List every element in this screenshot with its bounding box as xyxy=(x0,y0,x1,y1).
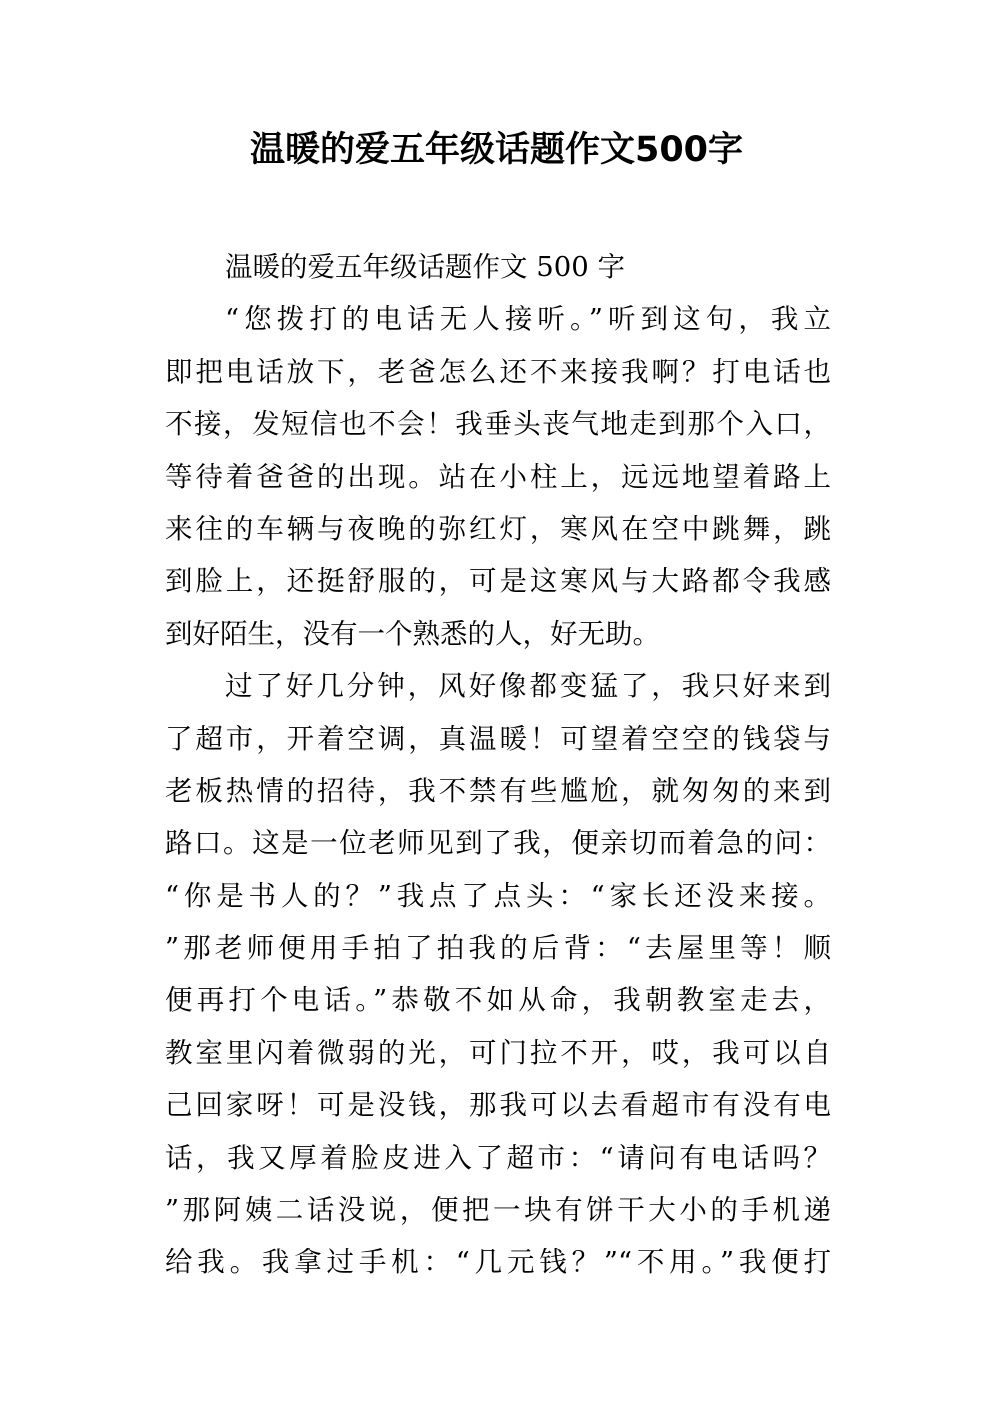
paragraph-line: 己回家呀！可是没钱，那我可以去看超市有没有电 xyxy=(165,1089,831,1122)
paragraph-line: 不接，发短信也不会！我垂头丧气地走到那个入口， xyxy=(165,408,831,441)
paragraph-line: 话，我又厚着脸皮进入了超市：“请问有电话吗？ xyxy=(165,1141,831,1174)
paragraph-line: 便再打个电话。”恭敬不如从命，我朝教室走去， xyxy=(165,984,831,1017)
paragraph-first-line: “您拨打的电话无人接听。”听到这句，我立 xyxy=(225,303,831,336)
paragraph-line: 来往的车辆与夜晚的弥红灯，寒风在空中跳舞，跳 xyxy=(165,512,831,545)
paragraph-line: 到脸上，还挺舒服的，可是这寒风与大路都令我感 xyxy=(165,565,831,598)
paragraph-line: 即把电话放下，老爸怎么还不来接我啊？打电话也 xyxy=(165,355,831,388)
paragraph-line: 到好陌生，没有一个熟悉的人，好无助。 xyxy=(165,617,660,650)
document-title: 温暖的爱五年级话题作文500字 xyxy=(249,130,744,170)
paragraph-line: ”那阿姨二话没说，便把一块有饼干大小的手机递 xyxy=(165,1194,831,1227)
paragraph-first-line: 过了好几分钟，风好像都变猛了，我只好来到 xyxy=(225,670,831,703)
paragraph-line: ”那老师便用手拍了拍我的后背：“去屋里等！顺 xyxy=(165,932,831,965)
paragraph-line: 了超市，开着空调，真温暖！可望着空空的钱袋与 xyxy=(165,722,831,755)
paragraph-first-line: 温暖的爱五年级话题作文 500 字 xyxy=(225,251,625,283)
paragraph-line: “你是书人的？”我点了点头：“家长还没来接。 xyxy=(165,879,831,912)
paragraph-line: 路口。这是一位老师见到了我，便亲切而着急的问： xyxy=(165,827,831,860)
paragraph-line: 给我。我拿过手机：“几元钱？”“不用。”我便打 xyxy=(165,1246,831,1279)
document-body xyxy=(165,241,831,1289)
paragraph-line: 等待着爸爸的出现。站在小柱上，远远地望着路上 xyxy=(165,460,831,493)
paragraph-line: 老板热情的招待，我不禁有些尴尬，就匆匆的来到 xyxy=(165,774,831,807)
paragraph-line: 教室里闪着微弱的光，可门拉不开，哎，我可以自 xyxy=(165,1036,831,1069)
